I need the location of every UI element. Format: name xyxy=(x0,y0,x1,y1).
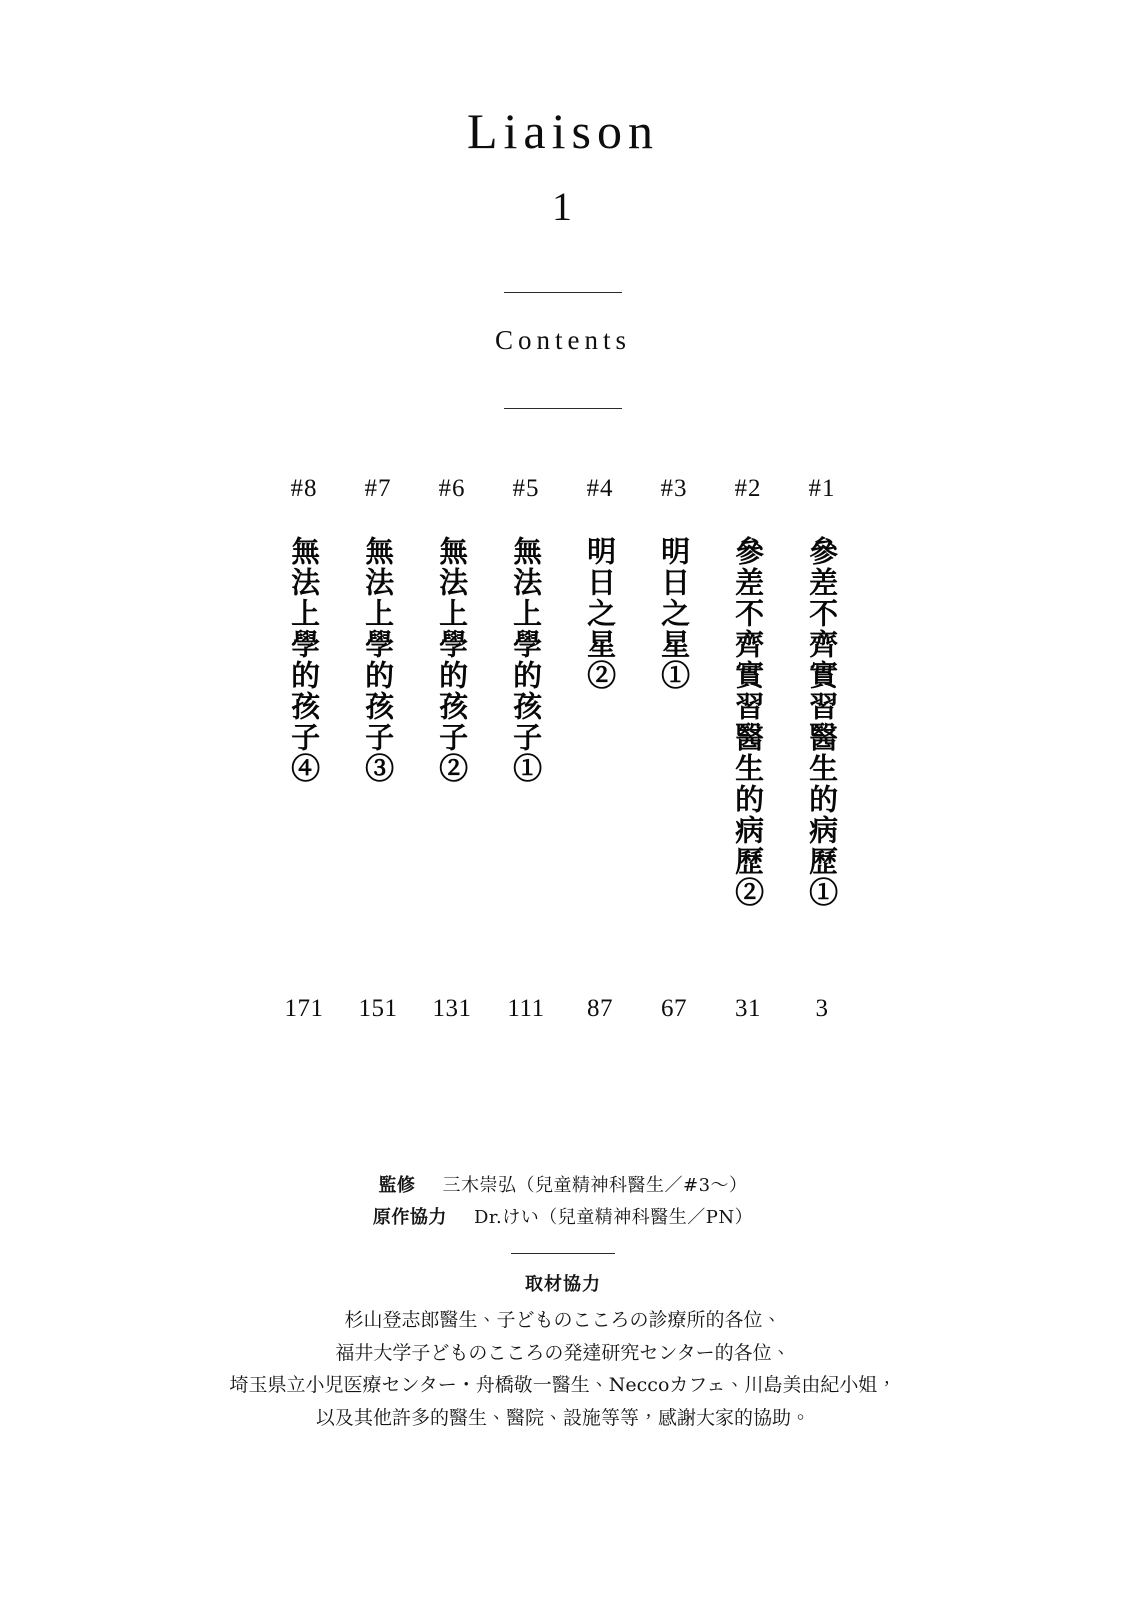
divider-bottom xyxy=(504,408,622,409)
research-credit-heading: 取材協力 xyxy=(525,1274,601,1295)
cooperation-credit xyxy=(0,1202,1126,1234)
toc-entry-title: 無法上學的孩子③ xyxy=(361,536,396,784)
toc-entry-title: 無法上學的孩子② xyxy=(435,536,470,784)
toc-entry[interactable] xyxy=(267,470,341,966)
research-credit-line: 福井大学子どものこころの発達研究センター的各位、 xyxy=(335,1341,791,1364)
supervisor-value: 三木崇弘（兒童精神科醫生／#3～） xyxy=(442,1175,748,1196)
research-credit-line: 埼玉県立小児医療センター・舟橋敬一醫生、Neccoカフェ、川島美由紀小姐， xyxy=(229,1374,897,1397)
toc-entry[interactable] xyxy=(711,470,785,966)
toc-entry-page: 131 xyxy=(432,995,472,1022)
table-of-contents xyxy=(0,470,1126,966)
divider-top xyxy=(504,292,622,293)
toc-entry[interactable] xyxy=(785,470,859,966)
supervisor-label: 監修 xyxy=(378,1175,416,1196)
toc-page-numbers xyxy=(0,995,1126,1023)
toc-entry-page: 171 xyxy=(284,995,324,1022)
divider-credits xyxy=(511,1253,615,1254)
toc-entry-number: #1 xyxy=(808,475,836,502)
toc-entry[interactable] xyxy=(341,470,415,966)
toc-entry[interactable] xyxy=(489,470,563,966)
toc-entry-title: 無法上學的孩子④ xyxy=(287,536,322,784)
toc-entry-number: #2 xyxy=(734,475,762,502)
toc-entry-page: 87 xyxy=(587,995,613,1022)
toc-entry-title: 參差不齊實習醫生的病歷② xyxy=(731,536,766,908)
volume-number: 1 xyxy=(552,184,574,229)
research-credit-body xyxy=(0,1304,1126,1435)
toc-entry-number: #5 xyxy=(512,475,540,502)
research-credit-line: 杉山登志郎醫生、子どものこころの診療所的各位、 xyxy=(344,1309,782,1331)
cooperation-value: Dr.けい（兒童精神科醫生／PN） xyxy=(473,1206,754,1228)
title-block xyxy=(0,0,1126,409)
toc-entry[interactable] xyxy=(415,470,489,966)
toc-entry[interactable] xyxy=(563,470,637,966)
toc-entry-title: 明日之星② xyxy=(583,536,618,691)
toc-entry-page: 151 xyxy=(358,995,398,1022)
toc-entry-number: #7 xyxy=(364,475,392,502)
supervisor-credit xyxy=(0,1170,1126,1202)
contents-heading: Contents xyxy=(494,325,631,355)
toc-entry-number: #4 xyxy=(586,475,614,502)
cooperation-label: 原作協力 xyxy=(372,1206,447,1228)
toc-entry-number: #3 xyxy=(660,475,688,502)
toc-entry-title: 明日之星① xyxy=(657,536,692,691)
research-credit-line: 以及其他許多的醫生、醫院、設施等等，感謝大家的協助。 xyxy=(315,1407,810,1430)
credits-block xyxy=(0,1170,1126,1435)
toc-entry-page: 3 xyxy=(815,995,829,1022)
toc-entry-title: 無法上學的孩子① xyxy=(509,536,544,784)
toc-entry-number: #6 xyxy=(438,475,466,502)
toc-entry-page: 111 xyxy=(507,995,545,1022)
toc-entry-title: 參差不齊實習醫生的病歷① xyxy=(805,536,840,908)
toc-entry-page: 67 xyxy=(661,995,687,1022)
toc-entry-page: 31 xyxy=(735,995,761,1022)
toc-entry-number: #8 xyxy=(290,475,318,502)
toc-entry[interactable] xyxy=(637,470,711,966)
page-title: Liaison xyxy=(467,103,659,159)
